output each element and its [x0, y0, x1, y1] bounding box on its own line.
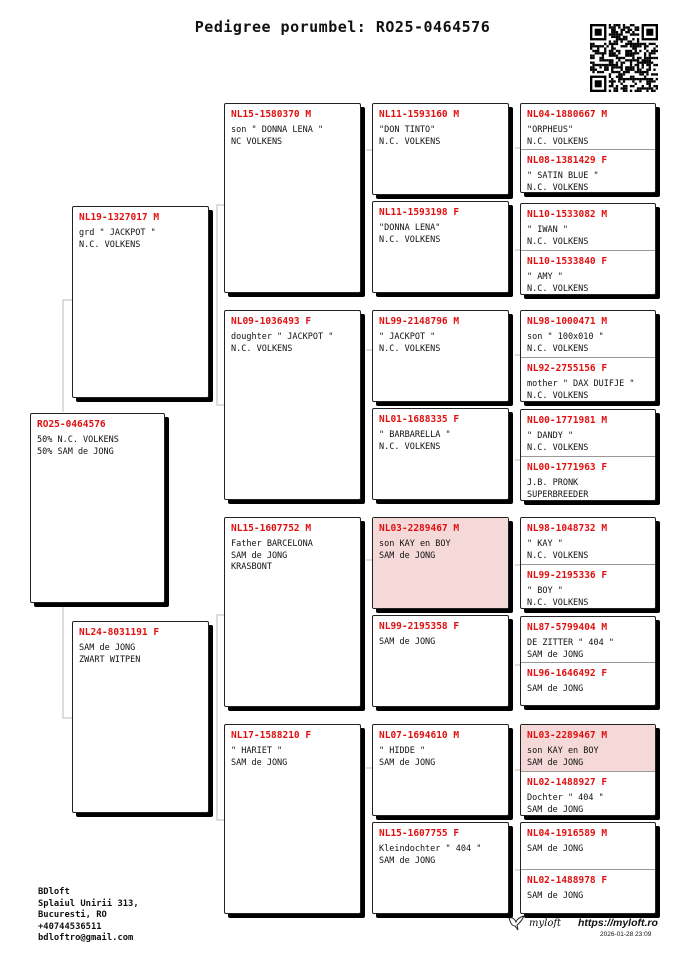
dam-cell	[73, 622, 208, 812]
pigeon-notes: SAM de JONG	[379, 637, 436, 647]
loft-city: Bucuresti, RO	[38, 910, 107, 920]
ring-number: NL03-2289467 M	[527, 730, 608, 741]
pigeon-notes: SAM de JONG	[527, 684, 584, 694]
grandparent-cell	[225, 311, 360, 499]
ring-number: NL98-1000471 M	[527, 316, 608, 327]
pigeon-notes: "DONNA LENA" N.C. VOLKENS	[379, 223, 441, 245]
pigeon-notes: 50% N.C. VOLKENS 50% SAM de JONG	[37, 435, 119, 457]
grandparent-cell	[225, 104, 360, 292]
pigeon-notes: DE ZITTER " 404 " SAM de JONG	[527, 638, 614, 660]
loft-address: Splaiul Unirii 313,	[38, 898, 139, 909]
pigeon-notes: grd " JACKPOT " N.C. VOLKENS	[79, 228, 156, 250]
pigeon-notes: doughter " JACKPOT " N.C. VOLKENS	[231, 332, 334, 354]
ancestor-cell	[521, 149, 655, 194]
pigeon-notes: mother " DAX DUIFJE " N.C. VOLKENS	[527, 379, 635, 401]
great-grandparent-cell	[373, 311, 508, 401]
ring-number: NL98-1048732 M	[527, 523, 608, 534]
loft-name: BDloft	[38, 887, 70, 897]
ring-number: NL04-1916589 M	[527, 828, 608, 839]
ring-number: NL87-5799404 M	[527, 622, 608, 633]
ring-number: NL11-1593160 M	[379, 109, 460, 120]
ancestor-pair-card[interactable]	[520, 616, 656, 706]
ancestor-pair-card[interactable]	[520, 724, 656, 816]
ancestor-cell	[521, 204, 655, 250]
pigeon-notes: " IWAN " N.C. VOLKENS	[527, 225, 589, 247]
pigeon-notes: SAM de JONG	[527, 844, 584, 854]
ancestor-cell	[521, 823, 655, 869]
sire-card[interactable]	[72, 206, 209, 398]
loft-phone[interactable]: +40744536511	[38, 921, 102, 932]
ring-number: NL10-1533082 M	[527, 209, 608, 220]
great-grandparent-card[interactable]	[372, 517, 509, 609]
great-grandparent-card[interactable]	[372, 310, 509, 402]
ring-number: NL08-1381429 F	[527, 155, 608, 166]
grandparent-cell	[225, 518, 360, 706]
ring-number: NL15-1607752 M	[231, 523, 312, 534]
logo-text: myloft	[529, 917, 562, 929]
pigeon-notes: Father BARCELONA SAM de JONG KRASBONT	[231, 539, 313, 572]
great-grandparent-cell	[373, 202, 508, 292]
myloft-logo[interactable]	[508, 915, 561, 931]
ring-number: NL07-1694610 M	[379, 730, 460, 741]
grandparent-card[interactable]	[224, 724, 361, 914]
ring-number: NL19-1327017 M	[79, 212, 160, 223]
page-title: Pedigree porumbel: RO25-0464576	[194, 18, 491, 36]
pigeon-notes: " AMY " N.C. VOLKENS	[527, 272, 589, 294]
ring-number: NL11-1593198 F	[379, 207, 460, 218]
grandparent-card[interactable]	[224, 517, 361, 707]
ring-number: NL00-1771981 M	[527, 415, 608, 426]
pigeon-notes: " KAY " N.C. VOLKENS	[527, 539, 589, 561]
pigeon-notes: Dochter " 404 " SAM de JONG	[527, 793, 604, 815]
dam-card[interactable]	[72, 621, 209, 813]
ring-number: NL10-1533840 F	[527, 256, 608, 267]
ancestor-cell	[521, 771, 655, 817]
pigeon-notes: "DON TINTO" N.C. VOLKENS	[379, 125, 441, 147]
ring-number: NL17-1588210 F	[231, 730, 312, 741]
pigeon-notes: J.B. PRONK SUPERBREEDER	[527, 478, 589, 500]
ring-number: NL96-1646492 F	[527, 668, 608, 679]
subject-card[interactable]	[30, 413, 165, 603]
ancestor-cell	[521, 104, 655, 149]
ancestor-cell	[521, 456, 655, 502]
ring-number: NL02-1488927 F	[527, 777, 608, 788]
ring-number: RO25-0464576	[37, 419, 106, 430]
pigeon-notes: "ORPHEUS" N.C. VOLKENS	[527, 125, 589, 147]
pigeon-notes: " SATIN BLUE " N.C. VOLKENS	[527, 171, 599, 193]
ancestor-pair-card[interactable]	[520, 517, 656, 609]
ring-number: NL24-8031191 F	[79, 627, 160, 638]
ancestor-pair-card[interactable]	[520, 822, 656, 914]
ancestor-cell	[521, 311, 655, 357]
ancestor-cell	[521, 518, 655, 564]
great-grandparent-cell	[373, 823, 508, 913]
great-grandparent-card[interactable]	[372, 822, 509, 914]
ring-number: NL00-1771963 F	[527, 462, 608, 473]
ring-number: NL99-2195358 F	[379, 621, 460, 632]
ancestor-pair-card[interactable]	[520, 203, 656, 295]
pigeon-notes: son " 100x010 " N.C. VOLKENS	[527, 332, 604, 354]
ancestor-cell	[521, 662, 655, 707]
ancestor-pair-card[interactable]	[520, 103, 656, 193]
ring-number: NL02-1488978 F	[527, 875, 608, 886]
sire-cell	[73, 207, 208, 397]
pigeon-notes: son KAY en BOY SAM de JONG	[379, 539, 451, 561]
great-grandparent-cell	[373, 616, 508, 706]
ring-number: NL99-2148796 M	[379, 316, 460, 327]
ancestor-cell-highlighted	[521, 725, 655, 771]
ancestor-cell	[521, 564, 655, 610]
great-grandparent-card[interactable]	[372, 103, 509, 195]
pigeon-notes: son " DONNA LENA " NC VOLKENS	[231, 125, 324, 147]
ring-number: NL99-2195336 F	[527, 570, 608, 581]
great-grandparent-card[interactable]	[372, 724, 509, 816]
ancestor-cell	[521, 869, 655, 915]
great-grandparent-cell	[373, 409, 508, 499]
ancestor-pair-card[interactable]	[520, 310, 656, 402]
ancestor-pair-card[interactable]	[520, 409, 656, 501]
ancestor-cell	[521, 250, 655, 296]
pigeon-logo-icon	[508, 915, 526, 931]
ring-number: NL92-2755156 F	[527, 363, 608, 374]
loft-email[interactable]: bdloftro@gmail.com	[38, 933, 134, 943]
grandparent-card[interactable]	[224, 310, 361, 500]
ring-number: NL15-1580370 M	[231, 109, 312, 120]
great-grandparent-card[interactable]	[372, 201, 509, 293]
pigeon-notes: " HARIET " SAM de JONG	[231, 746, 288, 768]
ring-number: NL09-1036493 F	[231, 316, 312, 327]
pigeon-notes: " BOY " N.C. VOLKENS	[527, 586, 589, 608]
grandparent-cell	[225, 725, 360, 913]
pigeon-notes: " JACKPOT " N.C. VOLKENS	[379, 332, 441, 354]
ring-number: NL15-1607755 F	[379, 828, 460, 839]
ancestor-cell	[521, 357, 655, 403]
print-date: 2026-01-28 23:09	[600, 931, 652, 938]
pigeon-notes: " HIDDE " SAM de JONG	[379, 746, 436, 768]
pigeon-notes: son KAY en BOY SAM de JONG	[527, 746, 599, 768]
pigeon-notes: " DANDY " N.C. VOLKENS	[527, 431, 589, 453]
pigeon-notes: " BARBARELLA " N.C. VOLKENS	[379, 430, 451, 452]
ancestor-cell	[521, 410, 655, 456]
loft-contact	[38, 887, 139, 945]
subject-cell	[31, 414, 164, 602]
pigeon-notes: SAM de JONG	[527, 891, 584, 901]
grandparent-card[interactable]	[224, 103, 361, 293]
ring-number: NL04-1880667 M	[527, 109, 608, 120]
great-grandparent-cell	[373, 104, 508, 194]
great-grandparent-card[interactable]	[372, 408, 509, 500]
website-link[interactable]: https://myloft.ro	[578, 917, 658, 929]
great-grandparent-cell-highlighted	[373, 518, 508, 608]
great-grandparent-card[interactable]	[372, 615, 509, 707]
ancestor-cell	[521, 617, 655, 662]
pigeon-notes: SAM de JONG ZWART WITPEN	[79, 643, 141, 665]
ring-number: NL01-1688335 F	[379, 414, 460, 425]
pigeon-notes: Kleindochter " 404 " SAM de JONG	[379, 844, 482, 866]
ring-number: NL03-2289467 M	[379, 523, 460, 534]
great-grandparent-cell	[373, 725, 508, 815]
